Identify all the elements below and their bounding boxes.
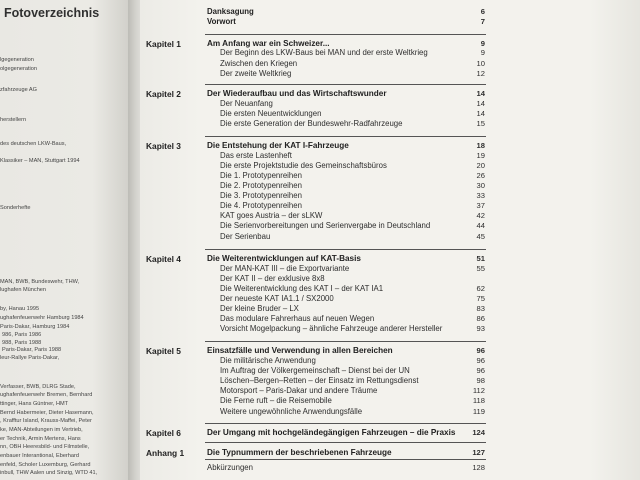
page-number: 7 — [480, 17, 485, 26]
page-number: 124 — [472, 428, 485, 437]
page-number: 9 — [480, 39, 485, 48]
toc-entry: Der neueste KAT IA1.1 / SX2000 — [220, 294, 334, 303]
credit-line: Sonderhefte — [0, 205, 31, 211]
credit-line: inbull, THW Aalen und Sinzig, WTD 41, — [0, 470, 98, 476]
credit-line: ughafenfeuerwehr Bremen, Bernhard — [0, 392, 93, 398]
credit-line: lgegeneration — [0, 57, 34, 63]
credit-line: by, Hanau 1995 — [0, 306, 40, 312]
chapter-title: Am Anfang war ein Schweizer... — [207, 39, 330, 48]
page-number: 62 — [476, 284, 485, 293]
toc-entry: Der KAT II – der exklusive 8x8 — [220, 274, 325, 283]
credit-line: MAN, BWB, Bundeswehr, THW, — [0, 279, 80, 285]
page-number: 51 — [476, 254, 485, 263]
toc-entry: Die Weiterentwicklung des KAT I – der KAT IA1 — [220, 284, 384, 293]
page-number: 14 — [476, 99, 485, 108]
credit-line: ttinger, Hans Güntner, HMT — [0, 401, 69, 407]
toc-entry: Im Auftrag der Völkergemeinschaft – Dienst bei der UN — [220, 366, 410, 375]
chapter-title: Der Umgang mit hochgeländegängigen Fahrzeugen – die Praxis — [207, 428, 456, 437]
page-number: 14 — [476, 89, 485, 98]
page-number: 45 — [476, 232, 485, 241]
chapter-label: Kapitel 4 — [146, 254, 181, 264]
credit-line: olgegeneration — [0, 66, 38, 72]
chapter-divider — [205, 84, 486, 85]
page-number: 33 — [476, 191, 485, 200]
toc-entry: Die ersten Neuentwicklungen — [220, 109, 322, 118]
page-number: 96 — [476, 346, 485, 355]
page-number: 26 — [476, 171, 485, 180]
toc-entry: Der kleine Bruder – LX — [220, 304, 299, 313]
page-number: 128 — [472, 463, 485, 472]
credit-line: herstellern — [0, 117, 27, 123]
page-number: 9 — [480, 48, 485, 57]
toc-entry: Die militärische Anwendung — [220, 356, 316, 365]
page-number: 37 — [476, 201, 485, 210]
chapter-label: Kapitel 1 — [146, 39, 181, 49]
credit-line: 986, Paris 1986 — [2, 332, 42, 338]
page-number: 18 — [476, 141, 485, 150]
page-number: 112 — [472, 386, 485, 395]
credit-line: leur-Rallye Paris-Dakar, — [0, 355, 60, 361]
page-number: 6 — [480, 7, 485, 16]
page-number: 30 — [476, 181, 485, 190]
toc-entry: Die 4. Prototypenreihen — [220, 201, 302, 210]
credit-line: Verfasser, BWB, DLRG Stade, — [0, 384, 76, 390]
page-number: 12 — [476, 69, 485, 78]
credit-line: 988, Paris 1988 — [2, 340, 42, 346]
page-number: 42 — [476, 211, 485, 220]
credit-line: lughafen München — [0, 287, 47, 293]
contents-page — [140, 0, 640, 480]
credit-line: zfahrzeuge AG — [0, 87, 38, 93]
credit-line: er Technik, Armin Mertens, Hans — [0, 436, 81, 442]
toc-entry: Der zweite Weltkrieg — [220, 69, 292, 78]
page-number: 15 — [476, 119, 485, 128]
page-number: 118 — [472, 396, 485, 405]
page-number: 10 — [476, 59, 485, 68]
chapter-title: Der Wiederaufbau und das Wirtschaftswunder — [207, 89, 387, 98]
page-number: 96 — [476, 366, 485, 375]
toc-entry: Das erste Lastenheft — [220, 151, 292, 160]
chapter-divider — [205, 249, 486, 250]
page-number: 86 — [476, 314, 485, 323]
chapter-label: Kapitel 2 — [146, 89, 181, 99]
toc-entry: Die erste Projektstudie des Gemeinschaftsbüros — [220, 161, 387, 170]
credit-line: des deutschen LKW-Baus, — [0, 141, 67, 147]
page-number: 119 — [472, 407, 485, 416]
front-matter-title: Vorwort — [207, 17, 236, 26]
page-number: 14 — [476, 109, 485, 118]
chapter-divider — [205, 459, 486, 460]
toc-entry: Zwischen den Kriegen — [220, 59, 298, 68]
toc-entry: Löschen–Bergen–Retten – der Einsatz im Rettungsdienst — [220, 376, 419, 385]
page-number: 98 — [476, 376, 485, 385]
credit-line: Paris-Dakar, Paris 1988 — [2, 347, 62, 353]
toc-entry: Die Serienvorbereitungen und Serienvergabe in Deutschland — [220, 221, 431, 230]
credit-line: ke, MAN-Abteilungen im Vertrieb, — [0, 427, 83, 433]
chapter-divider — [205, 136, 486, 137]
page-number: 96 — [476, 356, 485, 365]
toc-entry: Vorsicht Mogelpackung – ähnliche Fahrzeuge anderer Hersteller — [220, 324, 443, 333]
credit-line: , Krafftur Island, Krauss-Maffei, Peter — [0, 418, 92, 424]
toc-entry: Das modulare Fahrerhaus auf neuen Wegen — [220, 314, 375, 323]
credit-line: enfeld, Scholer Luxemburg, Gerhard — [0, 462, 91, 468]
page-number: 83 — [476, 304, 485, 313]
page-number: 19 — [476, 151, 485, 160]
toc-entry: Der MAN-KAT III – die Exportvariante — [220, 264, 350, 273]
chapter-label: Kapitel 5 — [146, 346, 181, 356]
credit-line: Paris-Dakar, Hamburg 1984 — [0, 324, 70, 330]
chapter-label: Kapitel 6 — [146, 428, 181, 438]
chapter-title: Die Weiterentwicklungen auf KAT-Basis — [207, 254, 361, 263]
chapter-label: Kapitel 3 — [146, 141, 181, 151]
photo-index-title: Fotoverzeichnis — [4, 6, 100, 20]
chapter-divider — [205, 423, 486, 424]
credit-line: ughafenfeuerwehr Hamburg 1984 — [0, 315, 84, 321]
chapter-title: Die Typnummern der beschriebenen Fahrzeuge — [207, 448, 392, 457]
chapter-divider — [205, 341, 486, 342]
back-matter-title: Abkürzungen — [207, 463, 253, 472]
page-number: 55 — [476, 264, 485, 273]
page-number: 44 — [476, 221, 485, 230]
page-number: 75 — [476, 294, 485, 303]
toc-entry: Motorsport – Paris-Dakar und andere Träume — [220, 386, 378, 395]
toc-entry: Der Neuanfang — [220, 99, 273, 108]
toc-entry: Die Ferne ruft – die Reisemobile — [220, 396, 332, 405]
facing-page — [0, 0, 132, 480]
toc-entry: Die 2. Prototypenreihen — [220, 181, 302, 190]
credit-line: enbauer Interantional, Eberhard — [0, 453, 79, 459]
toc-entry: Weitere ungewöhnliche Anwendungsfälle — [220, 407, 363, 416]
page-number: 20 — [476, 161, 485, 170]
chapter-divider — [205, 442, 486, 443]
credit-line: Bernd Habermeier, Dieter Hasemann, — [0, 410, 94, 416]
toc-entry: Die 1. Prototypenreihen — [220, 171, 302, 180]
toc-entry: Der Beginn des LKW-Baus bei MAN und der erste Weltkrieg — [220, 48, 428, 57]
front-matter-title: Danksagung — [207, 7, 254, 16]
toc-entry: Der Serienbau — [220, 232, 271, 241]
chapter-title: Einsatzfälle und Verwendung in allen Bereichen — [207, 346, 393, 355]
page-number: 127 — [472, 448, 485, 457]
chapter-label: Anhang 1 — [146, 448, 185, 458]
toc-entry: KAT goes Austria – der sLKW — [220, 211, 323, 220]
toc-entry: Die erste Generation der Bundeswehr-Radfahrzeuge — [220, 119, 403, 128]
credit-line: Klassiker – MAN, Stuttgart 1994 — [0, 158, 80, 164]
credit-line: nn, OBH Heeresbild- und Filmstelle, — [0, 444, 90, 450]
chapter-divider — [205, 34, 486, 35]
page-number: 93 — [476, 324, 485, 333]
chapter-title: Die Entstehung der KAT I-Fahrzeuge — [207, 141, 349, 150]
toc-entry: Die 3. Prototypenreihen — [220, 191, 302, 200]
